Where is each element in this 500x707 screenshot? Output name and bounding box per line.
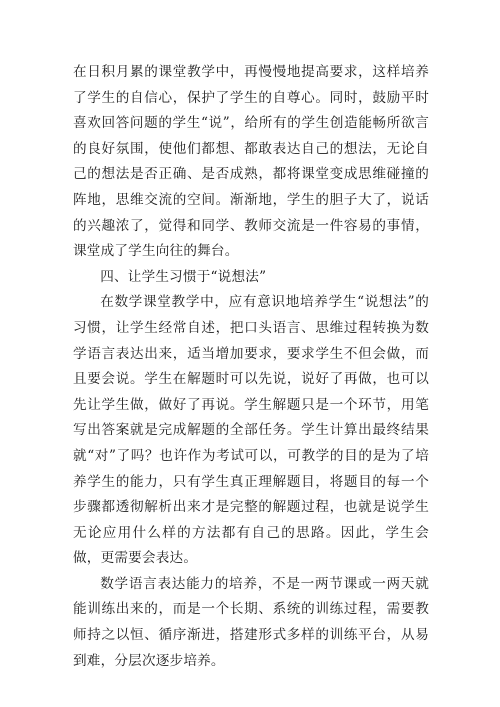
paragraph-continuation: 在日积月累的课堂教学中，再慢慢地提高要求，这样培养了学生的自信心，保护了学生的自尊心。同时，鼓励平时喜欢回答问题的学生“说”，给所有的学生创造能畅所欲言的良好氛围，使他们都想、都敢表达自己的想法，无论自己的想法是否正确、是否成熟，都将课堂变成思维碰撞的阵地，思维交流的空间。渐渐地，学生的胆子大了，说话的兴趣浓了，觉得和同学、教师交流是一件容易的事情，课堂成了学生向往的舞台。	[73, 64, 429, 260]
section-heading: 四、让学生习惯于“说想法”	[100, 268, 267, 285]
document-body	[73, 60, 429, 674]
paragraph-speak-thinking: 在数学课堂教学中，应有意识地培养学生“说想法”的习惯，让学生经常自述，把口头语言、思维过程转换为数学语言表达出来，适当增加要求，要求学生不但会做，而且要会说。学生在解题时可以先说，说好了再做，也可以先让学生做，做好了再说。学生解题只是一个环节，用笔写出答案就是完成解题的全部任务。学生计算出最终结果就“对”了吗？也许作为考试可以，可教学的目的是为了培养学生的能力，只有学生真正理解题目，将题目的每一个步骤都透彻解析出来才是完整的解题过程，也就是说学生无论应用什么样的方法都有自己的思路。因此，学生会做，更需要会表达。	[73, 294, 429, 567]
paragraph-language-ability: 数学语言表达能力的培养，不是一两节课或一两天就能训练出来的，而是一个长期、系统的训练过程，需要教师持之以恒、循序渐进，搭建形式多样的训练平台，从易到难，分层次逐步培养。	[73, 575, 429, 669]
